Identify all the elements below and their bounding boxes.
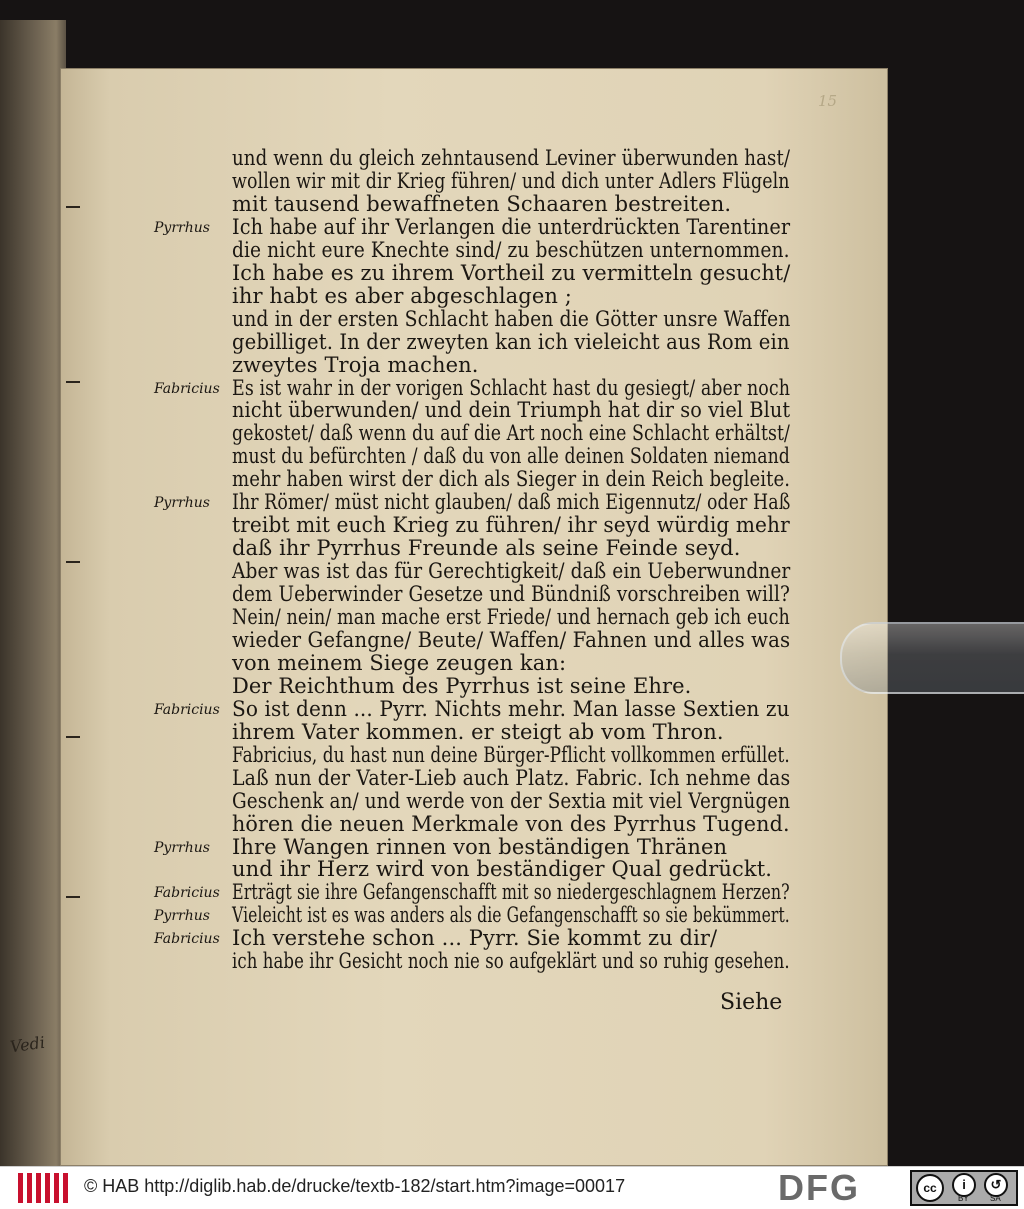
margin-tick	[66, 381, 80, 383]
cc-icon: cc	[916, 1174, 944, 1202]
text-line: von meinem Siege zeugen kan:	[232, 651, 567, 675]
source-link[interactable]: © HAB http://diglib.hab.de/drucke/textb-182/start.htm?image=00017	[84, 1176, 626, 1196]
margin-note: Vedi	[8, 1032, 47, 1057]
text-line: Ich verstehe schon ... Pyrr. Sie kommt zu dir/	[232, 926, 718, 950]
speaker-label: Fabricius	[154, 381, 220, 397]
text-line: daß ihr Pyrrhus Freunde als seine Feinde seyd.	[232, 536, 741, 560]
bookmark-ribbon	[840, 622, 1024, 694]
text-line: Nein/ nein/ man mache erst Friede/ und hernach geb ich euch	[232, 605, 790, 629]
text-line: hören die neuen Merkmale von des Pyrrhus Tugend.	[232, 812, 790, 836]
catchword: Siehe	[720, 990, 783, 1015]
text-line: und ihr Herz wird von beständiger Qual gedrückt.	[232, 857, 773, 881]
text-line: und wenn du gleich zehntausend Leviner überwunden hast/	[232, 146, 791, 170]
text-line: mit tausend bewaffneten Schaaren bestreiten.	[232, 192, 732, 216]
speaker-label: Pyrrhus	[154, 908, 210, 924]
text-line: Ihre Wangen rinnen von beständigen Thränen	[232, 835, 728, 859]
by-label: BY	[958, 1194, 969, 1203]
text-line: Fabricius, du hast nun deine Bürger-Pflicht vollkommen erfüllet.	[232, 743, 790, 767]
speaker-label: Fabricius	[154, 931, 220, 947]
by-icon: i	[952, 1173, 976, 1197]
dfg-logo: DFG	[778, 1167, 860, 1208]
text-line: So ist denn ... Pyrr. Nichts mehr. Man lasse Sextien zu	[232, 697, 790, 721]
speaker-label: Pyrrhus	[154, 495, 210, 511]
text-line: Ich habe es zu ihrem Vortheil zu vermitteln gesucht/	[232, 261, 791, 285]
text-line: Erträgt sie ihre Gefangenschafft mit so niedergeschlagnem Herzen?	[232, 880, 790, 904]
speaker-label: Fabricius	[154, 885, 220, 901]
text-line: Laß nun der Vater-Lieb auch Platz. Fabric. Ich nehme das	[232, 766, 791, 790]
viewer-footer	[0, 1166, 1024, 1209]
speaker-label: Pyrrhus	[154, 220, 210, 236]
sa-icon: ↺	[984, 1173, 1008, 1197]
cc-license-badge[interactable]	[910, 1170, 1018, 1206]
margin-tick	[66, 736, 80, 738]
text-line: zweytes Troja machen.	[232, 353, 479, 377]
text-line: gebilliget. In der zweyten kan ich vieleicht aus Rom ein	[232, 330, 790, 354]
margin-tick	[66, 206, 80, 208]
text-line: gekostet/ daß wenn du auf die Art noch eine Schlacht erhältst/	[232, 421, 790, 445]
speaker-label: Pyrrhus	[154, 840, 210, 856]
text-line: Vieleicht ist es was anders als die Gefangenschafft so sie bekümmert.	[232, 903, 790, 927]
text-line: Es ist wahr in der vorigen Schlacht hast du gesiegt/ aber noch	[232, 376, 791, 400]
text-line: ich habe ihr Gesicht noch nie so aufgeklärt und so ruhig gesehen.	[232, 949, 790, 973]
text-line: treibt mit euch Krieg zu führen/ ihr seyd würdig mehr	[232, 513, 790, 537]
text-line: die nicht eure Knechte sind/ zu beschützen unternommen.	[232, 238, 790, 262]
text-line: Aber was ist das für Gerechtigkeit/ daß ein Ueberwundner	[232, 559, 791, 583]
hab-logo-icon	[18, 1171, 68, 1205]
text-line: must du befürchten / daß du von alle deinen Soldaten niemand	[232, 444, 790, 468]
text-line: dem Ueberwinder Gesetze und Bündniß vorschreiben will?	[232, 582, 790, 606]
page-number: 15	[818, 92, 838, 110]
text-line: wieder Gefangne/ Beute/ Waffen/ Fahnen und alles was	[232, 628, 791, 652]
facing-page-edge	[0, 20, 66, 1166]
text-line: wollen wir mit dir Krieg führen/ und dich unter Adlers Flügeln	[232, 169, 790, 193]
margin-tick	[66, 896, 80, 898]
speaker-label: Fabricius	[154, 702, 220, 718]
text-line: ihrem Vater kommen. er steigt ab vom Thron.	[232, 720, 724, 744]
sa-label: SA	[990, 1194, 1001, 1203]
text-line: mehr haben wirst der dich als Sieger in dein Reich begleite.	[232, 467, 791, 491]
text-line: Der Reichthum des Pyrrhus ist seine Ehre.	[232, 674, 692, 698]
text-line: Geschenk an/ und werde von der Sextia mit viel Vergnügen	[232, 789, 791, 813]
text-line: nicht überwunden/ und dein Triumph hat dir so viel Blut	[232, 398, 791, 422]
text-line: und in der ersten Schlacht haben die Götter unsre Waffen	[232, 307, 791, 331]
text-line: Ich habe auf ihr Verlangen die unterdrückten Tarentiner	[232, 215, 791, 239]
margin-tick	[66, 561, 80, 563]
text-line: ihr habt es aber abgeschlagen ;	[232, 284, 572, 308]
text-line: Ihr Römer/ müst nicht glauben/ daß mich Eigennutz/ oder Haß	[232, 490, 791, 514]
